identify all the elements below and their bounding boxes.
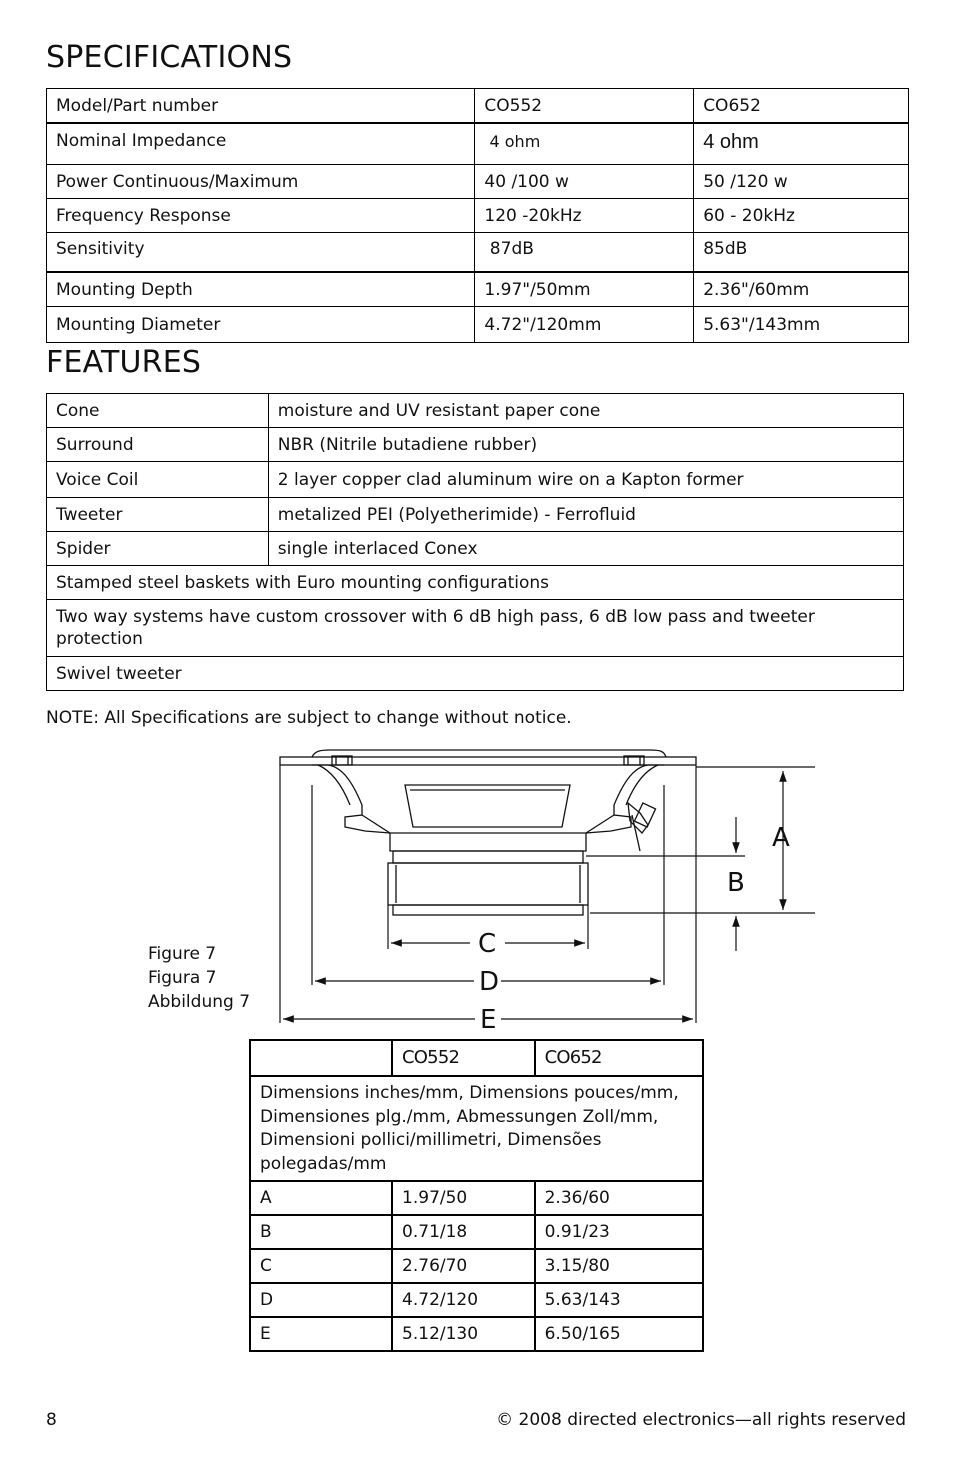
- dim-co552: 2.76/70: [392, 1249, 535, 1283]
- figure-caption: [148, 942, 250, 1014]
- table-row: [47, 657, 904, 691]
- feature-label: Voice Coil: [47, 462, 269, 498]
- dim-label: B: [250, 1215, 392, 1249]
- table-row: [47, 394, 904, 428]
- table-row: [250, 1249, 703, 1283]
- feature-full-row: Swivel tweeter: [47, 657, 904, 691]
- dim-co552: 1.97/50: [392, 1181, 535, 1215]
- dim-co652: 5.63/143: [535, 1283, 703, 1317]
- spec-label: Mounting Diameter: [47, 307, 475, 343]
- dim-co652: 6.50/165: [535, 1317, 703, 1351]
- copyright-notice: © 2008 directed electronics—all rights reserved: [496, 1410, 906, 1430]
- table-row: [47, 498, 904, 532]
- dim-header-co652: CO652: [535, 1040, 703, 1076]
- spec-label: Power Continuous/Maximum: [47, 165, 475, 199]
- table-row: [47, 165, 909, 199]
- feature-full-row: Two way systems have custom crossover with 6 dB high pass, 6 dB low pass and tweeter protection: [47, 600, 904, 657]
- spec-co652: 50 /120 w: [694, 165, 909, 199]
- spec-co652: 5.63"/143mm: [694, 307, 909, 343]
- table-row: [250, 1040, 703, 1076]
- dim-co552: 0.71/18: [392, 1215, 535, 1249]
- table-row: [250, 1283, 703, 1317]
- spec-label: Sensitivity: [47, 233, 475, 273]
- table-row: [47, 428, 904, 462]
- table-row: [250, 1215, 703, 1249]
- spec-co552: CO552: [475, 89, 694, 124]
- dim-header-blank: [250, 1040, 392, 1076]
- features-heading: FEATURES: [46, 345, 202, 380]
- dim-description: Dimensions inches/mm, Dimensions pouces/mm, Dimensiones plg./mm, Abmessungen Zoll/mm, Dimensioni pollici/millimetri, Dimensões polegadas/mm: [250, 1076, 703, 1181]
- note-text: NOTE: All Specifications are subject to change without notice.: [46, 708, 572, 728]
- feature-label: Cone: [47, 394, 269, 428]
- dimension-label-d: D: [479, 967, 500, 997]
- dimension-label-a: A: [772, 823, 790, 853]
- speaker-outline: [280, 750, 696, 915]
- dimension-label-b: B: [727, 868, 745, 898]
- dim-co652: 0.91/23: [535, 1215, 703, 1249]
- specifications-table: [46, 88, 909, 343]
- spec-label: Nominal Impedance: [47, 123, 475, 165]
- table-row: [47, 89, 909, 124]
- spec-label: Model/Part number: [47, 89, 475, 124]
- feature-label: Tweeter: [47, 498, 269, 532]
- spec-co552: 87dB: [475, 233, 694, 273]
- table-row: [47, 272, 909, 307]
- table-row: [47, 123, 909, 165]
- specifications-heading: SPECIFICATIONS: [46, 40, 293, 75]
- features-table: [46, 393, 904, 691]
- feature-value: single interlaced Conex: [268, 532, 903, 566]
- feature-value: NBR (Nitrile butadiene rubber): [268, 428, 903, 462]
- spec-co552: 4.72"/120mm: [475, 307, 694, 343]
- dim-co652: 3.15/80: [535, 1249, 703, 1283]
- feature-label: Surround: [47, 428, 269, 462]
- dim-label: D: [250, 1283, 392, 1317]
- table-row: [47, 600, 904, 657]
- dim-label: C: [250, 1249, 392, 1283]
- table-row: [47, 566, 904, 600]
- dimensions-table: [249, 1039, 704, 1352]
- table-row: [47, 199, 909, 233]
- table-row: [47, 462, 904, 498]
- feature-value: metalized PEI (Polyetherimide) - Ferrofluid: [268, 498, 903, 532]
- speaker-dimension-diagram: [270, 745, 830, 1035]
- table-row: [47, 532, 904, 566]
- spec-co652: 4 ohm: [694, 123, 909, 165]
- figure-caption-de: Abbildung 7: [148, 992, 251, 1012]
- feature-label: Spider: [47, 532, 269, 566]
- feature-value: moisture and UV resistant paper cone: [268, 394, 903, 428]
- figure-caption-en: Figure 7: [148, 944, 217, 964]
- spec-label: Frequency Response: [47, 199, 475, 233]
- page-number: 8: [46, 1410, 57, 1430]
- table-row: [47, 307, 909, 343]
- dim-label: E: [250, 1317, 392, 1351]
- spec-co652: 85dB: [694, 233, 909, 273]
- spec-co552: 1.97"/50mm: [475, 272, 694, 307]
- spec-co552: 4 ohm: [475, 123, 694, 165]
- table-row: [47, 233, 909, 273]
- table-row: [250, 1076, 703, 1181]
- table-row: [250, 1181, 703, 1215]
- dim-co652: 2.36/60: [535, 1181, 703, 1215]
- spec-co552: 40 /100 w: [475, 165, 694, 199]
- spec-co652: CO652: [694, 89, 909, 124]
- dim-co552: 5.12/130: [392, 1317, 535, 1351]
- figure-caption-es: Figura 7: [148, 968, 217, 988]
- dim-co552: 4.72/120: [392, 1283, 535, 1317]
- dimension-label-c: C: [478, 929, 497, 959]
- dim-header-co552: CO552: [392, 1040, 535, 1076]
- spec-co652: 2.36"/60mm: [694, 272, 909, 307]
- feature-full-row: Stamped steel baskets with Euro mounting configurations: [47, 566, 904, 600]
- spec-label: Mounting Depth: [47, 272, 475, 307]
- dim-label: A: [250, 1181, 392, 1215]
- spec-co552: 120 -20kHz: [475, 199, 694, 233]
- spec-co652: 60 - 20kHz: [694, 199, 909, 233]
- table-row: [250, 1317, 703, 1351]
- feature-value: 2 layer copper clad aluminum wire on a Kapton former: [268, 462, 903, 498]
- dimension-label-e: E: [480, 1005, 497, 1035]
